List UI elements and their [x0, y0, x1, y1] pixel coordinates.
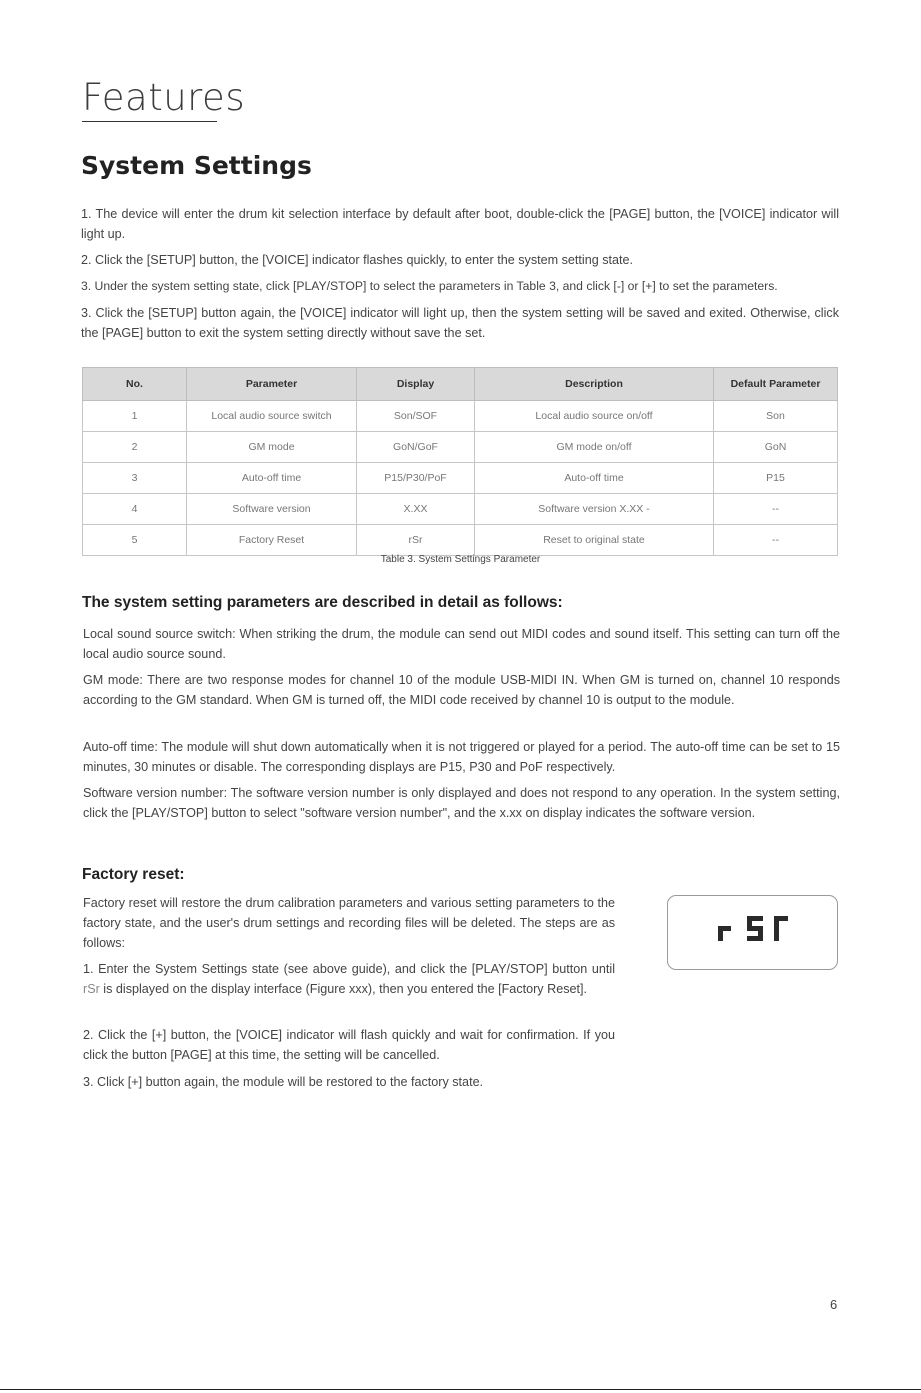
- cell-display: GoN/GoF: [357, 432, 475, 463]
- cell-parameter: Software version: [187, 494, 357, 525]
- factory-reset-step-3: 3. Click [+] button again, the module will be restored to the factory state.: [83, 1075, 484, 1089]
- cell-display: X.XX: [357, 494, 475, 525]
- cell-display: rSr: [357, 525, 475, 556]
- detail-software-version: Software version number: The software version number is only displayed and does not respond to any operation. In the system setting, click the [PLAY/STOP] button to select "software version number", and the x.xx on display indicates the software version.: [83, 786, 840, 820]
- step-1-text-after: is displayed on the display interface (Figure xxx), then you entered the [Factory Reset].: [103, 982, 588, 996]
- table-row: [83, 463, 838, 494]
- cell-no: 3: [83, 463, 187, 494]
- cell-default: P15: [714, 463, 838, 494]
- details-heading: The system setting parameters are described in detail as follows:: [82, 594, 563, 611]
- factory-reset-step-1: [83, 959, 615, 999]
- cell-no: 4: [83, 494, 187, 525]
- step-3: 3. Under the system setting state, click [PLAY/STOP] to select the parameters in Table 3, and click [-] or [+] to set the parameters.: [81, 279, 778, 293]
- cell-parameter: Factory Reset: [187, 525, 357, 556]
- factory-reset-heading: Factory reset:: [82, 866, 185, 883]
- cell-no: 1: [83, 401, 187, 432]
- cell-description: GM mode on/off: [475, 432, 714, 463]
- table-row: [83, 401, 838, 432]
- cell-parameter: GM mode: [187, 432, 357, 463]
- col-header-description: Description: [475, 368, 714, 401]
- factory-reset-intro: Factory reset will restore the drum calibration parameters and various setting parameters to the factory state, and the user's drum settings and recording files will be deleted. The steps are as follows:: [83, 896, 615, 950]
- cell-default: Son: [714, 401, 838, 432]
- seven-segment-display-icon: [667, 895, 838, 970]
- cell-no: 5: [83, 525, 187, 556]
- step-2: 2. Click the [SETUP] button, the [VOICE] indicator flashes quickly, to enter the system setting state.: [81, 253, 634, 267]
- bottom-border: [0, 1389, 921, 1390]
- section-title: System Settings: [81, 151, 312, 180]
- cell-display: Son/SOF: [357, 401, 475, 432]
- cell-default: --: [714, 525, 838, 556]
- col-header-display: Display: [357, 368, 475, 401]
- cell-description: Auto-off time: [475, 463, 714, 494]
- col-header-parameter: Parameter: [187, 368, 357, 401]
- detail-auto-off: Auto-off time: The module will shut down automatically when it is not triggered or played for a period. The auto-off time can be set to 15 minutes, 30 minutes or disable. The corresponding displays are P15, P30 and PoF respectively.: [83, 740, 840, 774]
- cell-display: P15/P30/PoF: [357, 463, 475, 494]
- title-underline: [82, 121, 217, 122]
- cell-parameter: Local audio source switch: [187, 401, 357, 432]
- table-caption: Table 3. System Settings Parameter: [380, 554, 541, 565]
- cell-description: Reset to original state: [475, 525, 714, 556]
- cell-parameter: Auto-off time: [187, 463, 357, 494]
- page-title: Features: [82, 76, 246, 119]
- detail-gm-mode: GM mode: There are two response modes for channel 10 of the module USB-MIDI IN. When GM is turned on, channel 10 responds according to the GM standard. When GM is turned off, the MIDI code received by channel 10 is output to the module.: [83, 673, 840, 707]
- page-number: 6: [830, 1297, 838, 1312]
- cell-description: Software version X.XX -: [475, 494, 714, 525]
- step-1: 1. The device will enter the drum kit selection interface by default after boot, double-click the [PAGE] button, the [VOICE] indicator will light up.: [81, 207, 839, 241]
- table-row: [83, 494, 838, 525]
- cell-description: Local audio source on/off: [475, 401, 714, 432]
- display-glyph-inline: rSr: [83, 982, 100, 996]
- col-header-default: Default Parameter: [714, 368, 838, 401]
- cell-default: --: [714, 494, 838, 525]
- col-header-no: No.: [83, 368, 187, 401]
- detail-local-sound: Local sound source switch: When striking the drum, the module can send out MIDI codes and sound itself. This setting can turn off the local audio source sound.: [83, 627, 840, 661]
- table-row: [83, 432, 838, 463]
- system-settings-table: [82, 367, 838, 556]
- cell-default: GoN: [714, 432, 838, 463]
- factory-reset-step-2: 2. Click the [+] button, the [VOICE] indicator will flash quickly and wait for confirmation. If you click the button [PAGE] at this time, the setting will be cancelled.: [83, 1028, 615, 1062]
- step-1-text-before: 1. Enter the System Settings state (see above guide), and click the [PLAY/STOP] button until: [83, 962, 615, 976]
- step-4: 3. Click the [SETUP] button again, the [VOICE] indicator will light up, then the system setting will be saved and exited. Otherwise, click the [PAGE] button to exit the system setting directly without save the set.: [81, 306, 839, 340]
- table-header-row: [83, 368, 838, 401]
- cell-no: 2: [83, 432, 187, 463]
- table-row: [83, 525, 838, 556]
- display-panel-figure: [667, 895, 838, 970]
